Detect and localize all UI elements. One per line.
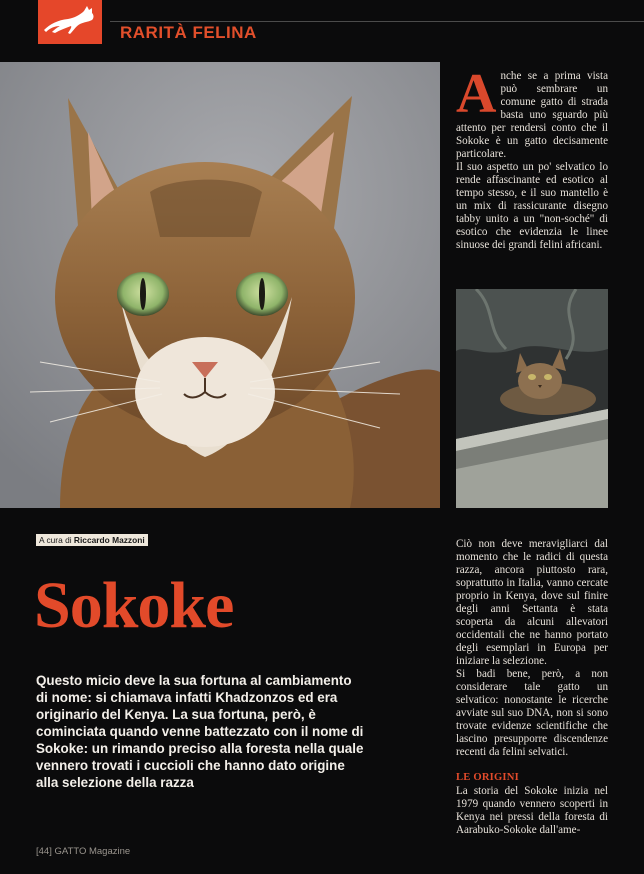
byline	[36, 534, 148, 546]
lead-paragraph: Questo micio deve la sua fortuna al cambiamento di nome: si chiamava infatti Khadzonzos ed era originario del Kenya. La sua fortuna, però, è cominciata quando venne battezzato con il nome di Sokoke: un rimando preciso alla foresta nella quale vennero trovati i cuccioli che hanno dato origine alla selezione della razza	[36, 673, 364, 790]
side-cat-photo	[456, 289, 608, 508]
magazine-name: GATTO Magazine	[54, 846, 131, 857]
page-number: 44	[38, 846, 50, 857]
subheading-origins: LE ORIGINI	[456, 772, 519, 783]
section-logo	[38, 0, 102, 44]
body-paragraph-2: Si badi bene, però, a non considerare tale gatto un selvatico: nonostante le ricerche avviate sul suo DNA, non si sono trovate evidenze scientifiche che lascino presupporre discendenze recenti da felini selvatici.	[456, 668, 608, 758]
hero-cat-photo	[0, 62, 440, 508]
body-column	[456, 538, 608, 837]
byline-prefix: A cura di	[39, 535, 74, 545]
intro-paragraph-2: Il suo aspetto un po' selvatico lo rende affascinante ed esotico al tempo stesso, e il suo mantello è un mix di rassicurante disegno tabby unito a un "non-soché" di esotico che evidenzia le linee sinuose dei grandi felini africani.	[456, 161, 608, 251]
article-title: Sokoke	[34, 569, 234, 642]
header-rule	[110, 21, 644, 22]
intro-paragraph-1: nche se a prima vista può sembrare un comune gatto di strada basta uno sguardo più attento per rendersi conto che il Sokoke è un gatto decisamente particolare.	[456, 70, 608, 160]
body-paragraph-1: Ciò non deve meravigliarci dal momento che le radici di questa razza, ancora piuttosto rara, soprattutto in Italia, vanno cercate proprio in Kenya, dove sul finire degli anni Settanta è stata scoperta da alcuni allevatori occidentali che ne hanno portato degli esemplari in Europa per iniziare la selezione.	[456, 538, 608, 667]
leaping-cat-icon	[38, 0, 102, 44]
body-paragraph-3: La storia del Sokoke inizia nel 1979 quando vennero scoperti in Kenya nei pressi della foresta di Aarabuko-Sokoke dall'ame-	[456, 785, 608, 836]
page-header	[0, 0, 644, 48]
page-footer: [44] GATTO Magazine	[36, 846, 131, 857]
section-title: RARITÀ FELINA	[120, 23, 257, 42]
byline-author: Riccardo Mazzoni	[73, 535, 145, 545]
dropcap: A	[456, 63, 497, 125]
intro-text	[456, 63, 608, 252]
